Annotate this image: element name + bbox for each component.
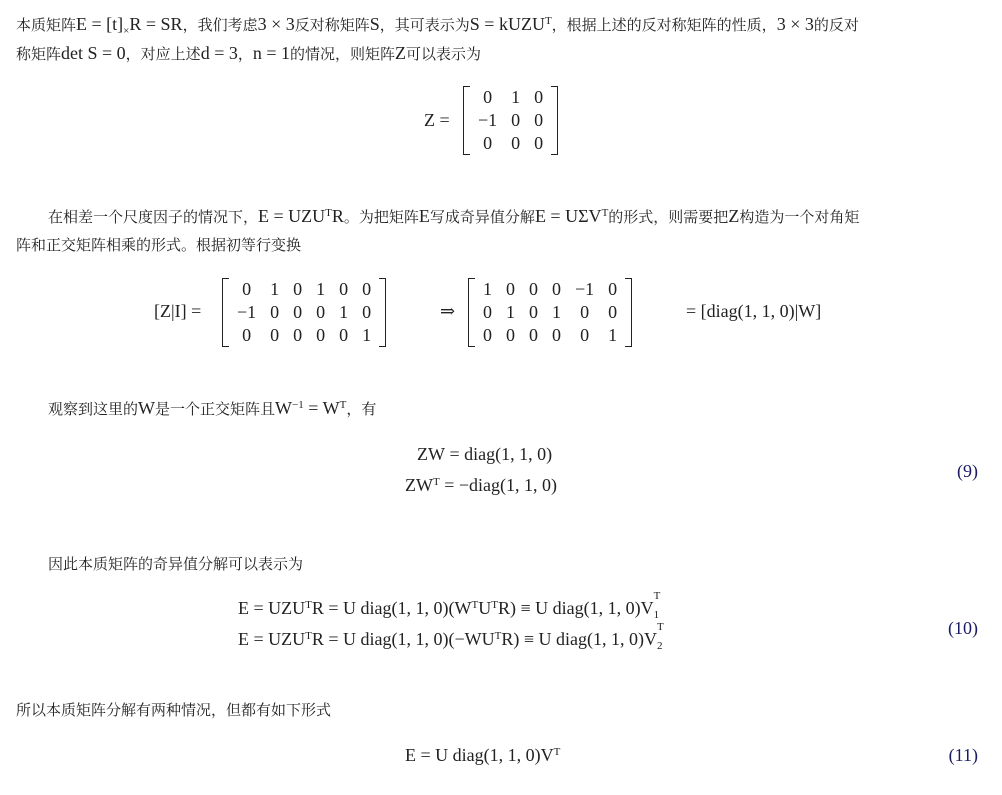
text: 的形式，则需要把 [608,208,729,226]
math-S-form: S = kUZU$^T$ [469,14,552,34]
matrix-cell: 0 [511,110,521,130]
intro-line-1 [16,11,986,40]
math-dim: 3 × 3 [257,14,295,34]
matrix-cell: −1 [237,302,257,322]
matrix-cell: 0 [580,325,590,345]
math-essential: $E = [t]_\times R$ = SR [76,14,183,37]
matrix-row [476,278,624,301]
matrix-cell: 0 [293,302,303,322]
text: ，我们考虑 [182,16,258,34]
matrix-cell: 0 [316,325,326,345]
text: 写成奇异值分解 [429,208,535,226]
matrix-cell: 1 [608,325,618,345]
matrix-cell: 0 [293,325,303,345]
matrix-cell: 0 [483,87,493,107]
matrix-cell: 0 [242,279,252,299]
matrix-row [471,132,550,155]
text: ，对应上述 [125,45,201,63]
text: ，有 [346,400,377,418]
text: 的情况，则矩阵 [290,45,396,63]
math-W-inverse: $W^{-1} = W^T$ [275,398,347,418]
matrix-row [230,324,378,347]
matrix-cell: 0 [580,302,590,322]
matrix-cell: 0 [534,110,544,130]
text: 在相差一个尺度因子的情况下， [48,208,259,226]
matrix-cell: 1 [506,302,515,322]
math-E-form: $E = UZU^TR$ [258,206,344,226]
right-bracket [625,278,632,347]
matrix-cell: 1 [511,87,521,107]
right-bracket [551,86,558,155]
equation-number-11: (11) [948,745,978,765]
matrix-row [471,109,550,132]
left-bracket [463,86,470,155]
text: ，其可表示为 [379,16,470,34]
math-E: E [418,206,430,226]
matrix-cell: 0 [534,133,544,153]
decomposition-paragraph: 因此本质矩阵的奇异值分解可以表示为 [48,555,304,573]
matrix-reduced [468,278,632,347]
matrix-cell: 1 [270,279,280,299]
matrix-ZI-table [230,278,378,347]
text: ， [237,45,253,63]
eq9-line1: ZW = diag(1, 1, 0) [417,444,553,464]
matrix-cell: 0 [529,302,538,322]
matrix-ZI [222,278,386,347]
left-bracket [468,278,475,347]
intro-line-2 [16,40,986,67]
conclusion-paragraph: 所以本质矩阵分解有两种情况，但都有如下形式 [16,701,332,719]
matrix-Z-table [471,86,550,155]
matrix-row [230,301,378,324]
text: 构造为一个对角矩 [739,208,860,226]
text: 。为把矩阵 [343,208,419,226]
matrix-cell: 0 [293,279,303,299]
eq9-line2: $ZW^T$ = −diag(1, 1, 0) [405,475,557,495]
matrix-cell: 0 [552,325,561,345]
math-dim: 3 × 3 [776,14,814,34]
equation-number-9: (9) [957,461,978,481]
matrix-cell: 0 [339,279,349,299]
matrix-cell: −1 [478,110,498,130]
matrix-cell: 1 [316,279,326,299]
equation-ZI-lhs: [Z|I] = [154,301,202,321]
text: ，根据上述的反对称矩阵的性质， [551,16,777,34]
text: 可以表示为 [406,45,482,63]
eq11-line: E = U diag(1, 1, $0)V^T$ [405,745,561,765]
math-S: S [369,14,380,34]
math-n: n = 1 [252,43,291,63]
matrix-cell: 0 [270,302,280,322]
eq10-line2: $E = UZU^TR = U$ diag(1, 1, $0)(-WU^TR) \equiv U$ diag(1, 1, $0)V_2$ T [238,621,664,652]
matrix-cell: 0 [483,133,493,153]
matrix-cell: 0 [362,279,372,299]
intro-paragraph [16,11,986,67]
matrix-cell: 0 [483,325,492,345]
text: 反对称矩阵 [294,16,370,34]
matrix-row [476,324,624,347]
matrix-cell: 0 [339,325,349,345]
matrix-cell: 1 [339,302,349,322]
matrix-cell: 0 [608,279,618,299]
matrix-cell: 1 [362,325,372,345]
matrix-Z [463,86,558,155]
text: 本质矩阵 [16,16,77,34]
svd-line-1 [16,203,986,232]
svd-paragraph [16,203,986,258]
matrix-row [230,278,378,301]
matrix-cell: 1 [552,302,561,322]
matrix-row [476,301,624,324]
matrix-cell: 0 [483,302,492,322]
math-W: W [138,398,156,418]
matrix-row [471,86,550,109]
matrix-cell: 0 [506,325,515,345]
svd-line-2: 阵和正交矩阵相乘的形式。根据初等行变换 [16,236,302,254]
matrix-cell: −1 [575,279,595,299]
matrix-cell: 0 [316,302,326,322]
equation-number-10: (10) [948,618,978,638]
math-d: d = 3 [200,43,238,63]
math-Z: Z [728,206,740,226]
matrix-cell: 0 [552,279,561,299]
equation-Z-lhs: Z = [424,110,450,130]
implies-arrow: ⇒ [440,301,456,321]
matrix-cell: 0 [608,302,618,322]
matrix-cell: 0 [534,87,544,107]
orthogonal-paragraph [48,395,376,424]
matrix-cell: 0 [529,279,538,299]
text: 称矩阵 [16,45,62,63]
matrix-cell: 0 [270,325,280,345]
matrix-cell: 0 [242,325,252,345]
matrix-cell: 0 [506,279,515,299]
matrix-cell: 0 [362,302,372,322]
text: 的反对 [813,16,859,34]
matrix-cell: 1 [483,279,492,299]
matrix-cell: 0 [529,325,538,345]
math-Z: Z [395,43,407,63]
matrix-cell: 0 [511,133,521,153]
math-svd-form: $E = U\Sigma V^T$ [534,206,609,226]
left-bracket [222,278,229,347]
text: 是一个正交矩阵且 [155,400,276,418]
right-bracket [379,278,386,347]
math-det: det S = 0 [61,43,126,63]
matrix-reduced-table [476,278,624,347]
text: 观察到这里的 [48,400,139,418]
equation-ZI-rhs: = [diag(1, 1, 0)|W] [686,301,822,321]
eq10-line1: $E = UZU^TR = U$ diag(1, 1, $0)(W^TU^TR) \equiv U$ diag(1, 1, $0)V_1$ T [238,590,661,621]
